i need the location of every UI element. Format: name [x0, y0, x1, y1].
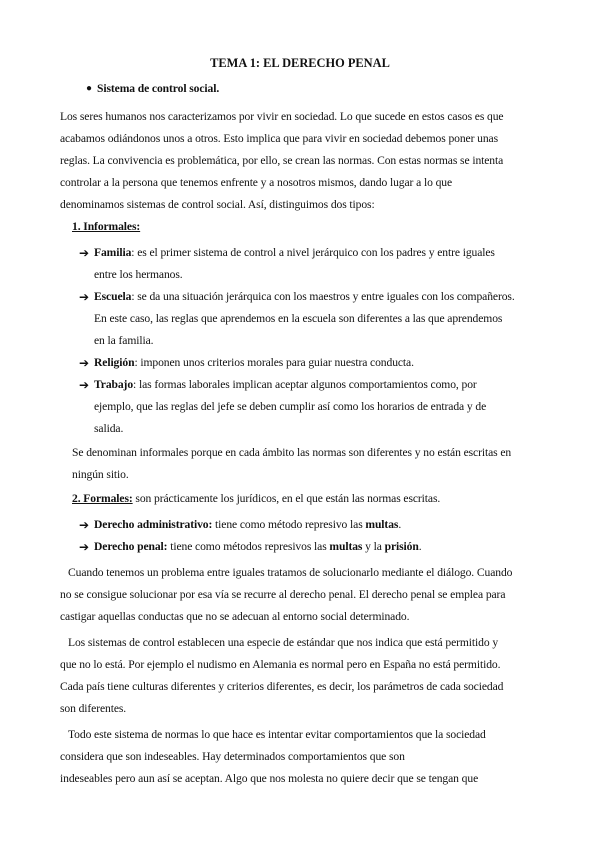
arrow-icon: ➔: [79, 540, 90, 554]
paragraph-line: Cuando tenemos un problema entre iguales tratamos de solucionarlo mediante el diálogo. Cuando: [68, 566, 513, 579]
informales-note-line: ningún sitio.: [72, 468, 129, 481]
intro-line: denominamos sistemas de control social. Así, distinguimos dos tipos:: [60, 198, 375, 211]
paragraph-line: que no lo está. Por ejemplo el nudismo en Alemania es normal pero en España no está permitido.: [60, 658, 501, 671]
intro-line: controlar a la persona que tenemos enfrente y a nosotros mismos, dando lugar a lo que: [60, 176, 453, 189]
list-item-trabajo: Trabajo: las formas laborales implican aceptar algunos comportamientos como, por: [94, 378, 477, 391]
list-item-continuation: ejemplo, que las reglas del jefe se deben cumplir así como los horarios de entrada y de: [94, 400, 487, 413]
section-heading: Sistema de control social.: [97, 82, 220, 95]
intro-line: reglas. La convivencia es problemática, por ello, se crean las normas. Con estas normas se intenta: [60, 154, 504, 167]
paragraph-line: considera que son indeseables. Hay determinados comportamientos que son: [60, 750, 405, 763]
document-title: TEMA 1: EL DERECHO PENAL: [210, 56, 390, 70]
intro-line: Los seres humanos nos caracterizamos por vivir en sociedad. Lo que sucede en estos casos es que: [60, 110, 504, 123]
paragraph-line: son diferentes.: [60, 702, 127, 715]
paragraph-line: indeseables pero aun así se aceptan. Algo que nos molesta no quiere decir que se tengan que: [60, 772, 479, 785]
list-item-derecho-administrativo: Derecho administrativo: tiene como método represivo las multas.: [94, 518, 402, 531]
paragraph-line: Todo este sistema de normas lo que hace es intentar evitar comportamientos que la sociedad: [68, 728, 486, 741]
formales-heading: 2. Formales: son prácticamente los jurídicos, en el que están las normas escritas.: [72, 492, 441, 505]
list-item-continuation: salida.: [94, 422, 124, 435]
list-item-continuation: En este caso, las reglas que aprendemos en la escuela son diferentes a las que aprendemos: [94, 312, 503, 325]
bullet-dot-icon: ●: [86, 83, 93, 94]
arrow-icon: ➔: [79, 378, 90, 392]
list-item-derecho-penal: Derecho penal: tiene como métodos represivos las multas y la prisión.: [94, 540, 422, 553]
paragraph-line: Los sistemas de control establecen una especie de estándar que nos indica que está permitido y: [68, 636, 499, 649]
intro-line: acabamos odiándonos unos a otros. Esto implica que para vivir en sociedad debemos poner unas: [60, 132, 499, 145]
paragraph-line: no se consigue solucionar por esa vía se recurre al derecho penal. El derecho penal se emplea para: [60, 588, 506, 601]
informales-note-line: Se denominan informales porque en cada ámbito las normas son diferentes y no están escritas en: [72, 446, 512, 459]
list-item-familia: Familia: es el primer sistema de control a nivel jerárquico con los padres y entre iguales: [94, 246, 495, 259]
informales-heading: 1. Informales:: [72, 220, 141, 233]
arrow-icon: ➔: [79, 356, 90, 370]
arrow-icon: ➔: [79, 290, 90, 304]
list-item-religion: Religión: imponen unos criterios morales para guiar nuestra conducta.: [94, 356, 414, 369]
list-item-continuation: en la familia.: [94, 334, 154, 347]
list-item-continuation: entre los hermanos.: [94, 268, 183, 281]
paragraph-line: castigar aquellas conductas que no se adecuan al entorno social determinado.: [60, 610, 410, 623]
list-item-escuela: Escuela: se da una situación jerárquica con los maestros y entre iguales con los compañeros.: [94, 290, 515, 303]
arrow-icon: ➔: [79, 246, 90, 260]
arrow-icon: ➔: [79, 518, 90, 532]
paragraph-line: Cada país tiene culturas diferentes y criterios diferentes, es decir, los parámetros de cada sociedad: [60, 680, 504, 693]
